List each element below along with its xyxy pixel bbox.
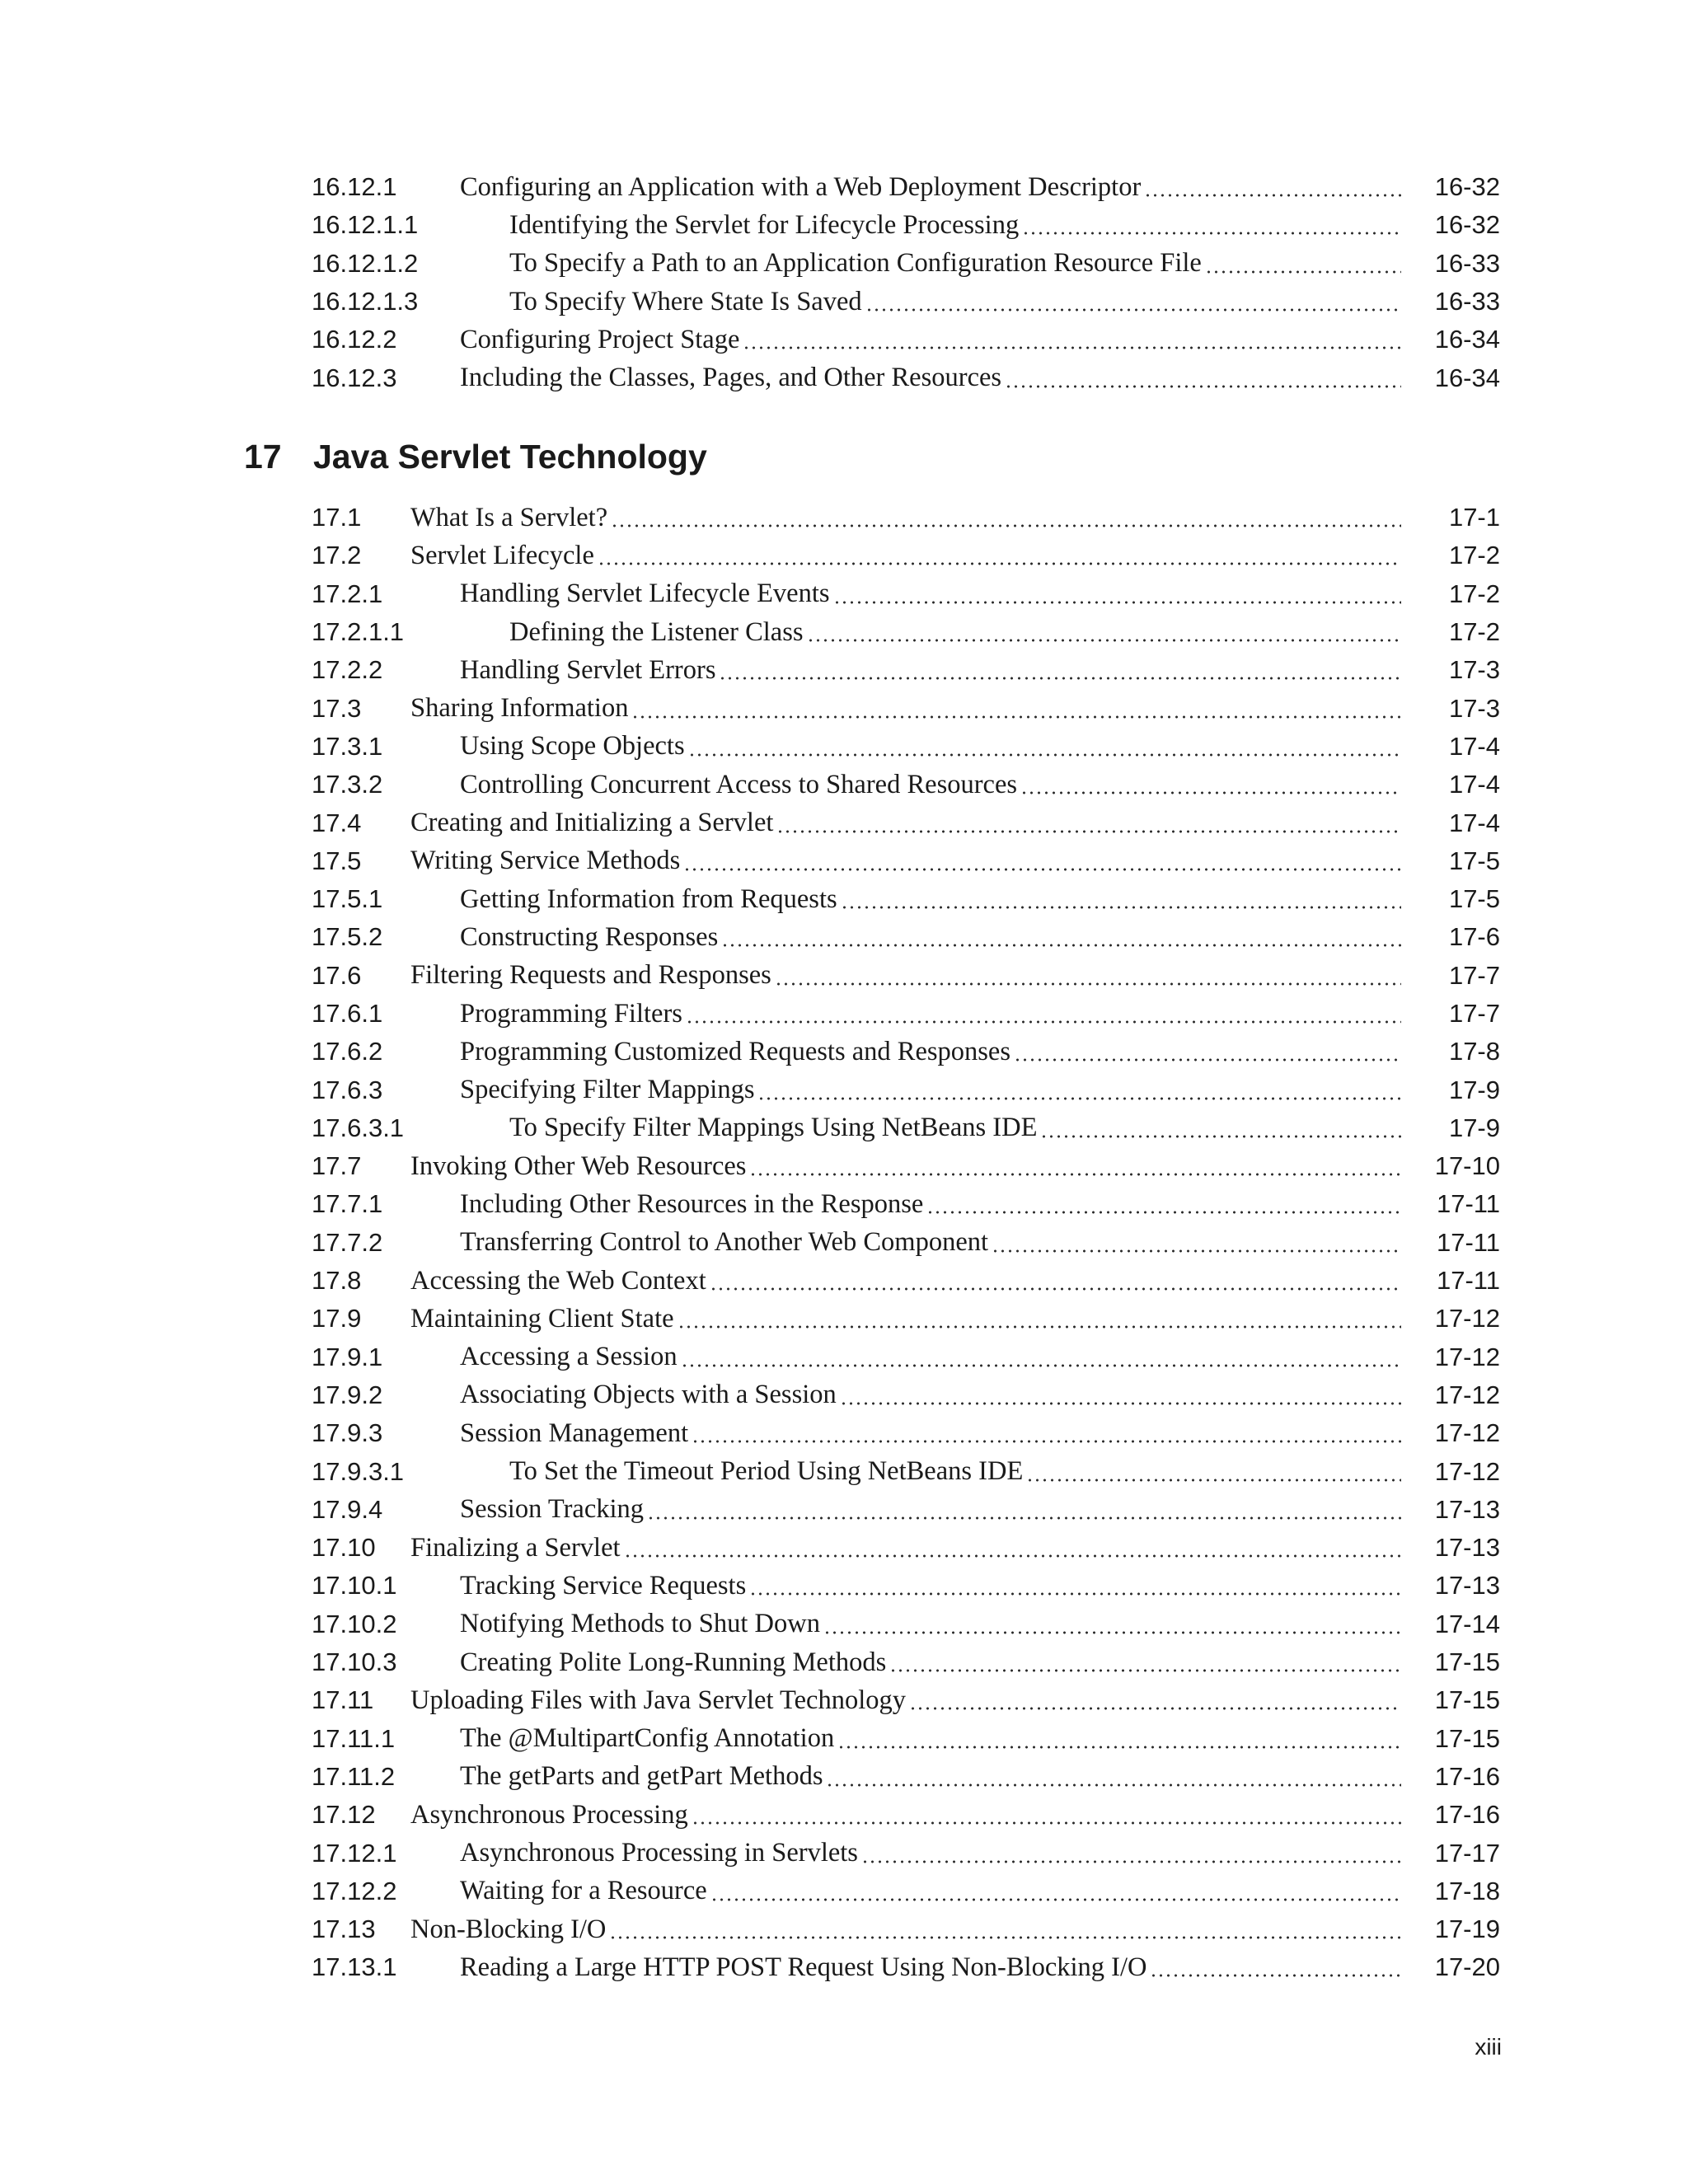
- toc-entry-page[interactable]: 17-15: [1434, 1647, 1500, 1677]
- dot-leader: [749, 1147, 1401, 1185]
- toc-entry-number: 17.9: [312, 1304, 362, 1333]
- toc-entry[interactable]: [312, 880, 1500, 918]
- dot-leader: [1020, 766, 1401, 804]
- toc-entry[interactable]: [312, 1758, 1500, 1796]
- toc-entry-page[interactable]: 17-5: [1448, 846, 1500, 875]
- toc-entry[interactable]: [312, 1338, 1500, 1376]
- toc-entry-page[interactable]: 17-6: [1448, 922, 1500, 952]
- toc-entry-number: 17.7.1: [312, 1189, 383, 1219]
- toc-entry-number: 17.2.1.1: [312, 617, 405, 647]
- toc-entry-page[interactable]: 17-19: [1434, 1915, 1500, 1944]
- toc-entry-title[interactable]: Associating Objects with a Session: [460, 1380, 837, 1410]
- toc-entry[interactable]: [312, 995, 1500, 1033]
- toc-entry[interactable]: [312, 1834, 1500, 1872]
- dot-leader: [688, 728, 1401, 766]
- toc-entry-title[interactable]: Handling Servlet Errors: [460, 654, 716, 685]
- toc-entry-page[interactable]: 17-10: [1434, 1151, 1500, 1181]
- toc-entry-body: [460, 1491, 1409, 1529]
- toc-entry-number: 16.12.2: [312, 325, 397, 354]
- toc-entry-title[interactable]: Sharing Information: [410, 693, 629, 724]
- toc-entry-body: [460, 1185, 1409, 1223]
- toc-entry-body: [509, 1109, 1409, 1147]
- dot-leader: [1150, 1948, 1401, 1986]
- dot-leader: [826, 1758, 1401, 1796]
- toc-entry-body: [460, 766, 1409, 804]
- toc-entry-page[interactable]: 17-7: [1448, 999, 1500, 1028]
- toc-entry-page[interactable]: 17-15: [1434, 1685, 1500, 1715]
- dot-leader: [837, 1720, 1401, 1758]
- toc-entry-page[interactable]: 17-11: [1437, 1227, 1500, 1257]
- toc-entry[interactable]: [312, 689, 1500, 727]
- toc-entry[interactable]: [312, 575, 1500, 613]
- toc-entry-page[interactable]: 17-1: [1448, 503, 1500, 532]
- toc-entry-page[interactable]: 17-12: [1434, 1342, 1500, 1371]
- toc-entry[interactable]: [312, 1262, 1500, 1300]
- toc-entry-number: 17.5.1: [312, 884, 383, 914]
- toc-entry-page[interactable]: 16-34: [1434, 325, 1500, 354]
- toc-entry-body: [460, 1033, 1409, 1071]
- toc-entry[interactable]: [312, 651, 1500, 689]
- chapter-heading: [244, 432, 707, 481]
- toc-entry-title[interactable]: To Set the Timeout Period Using NetBeans IDE: [509, 1456, 1024, 1487]
- toc-entry-title[interactable]: Servlet Lifecycle: [410, 540, 594, 570]
- toc-entry-number: 17.2: [312, 541, 362, 570]
- toc-entry-number: 16.12.1.3: [312, 287, 419, 316]
- toc-entry[interactable]: [312, 1452, 1500, 1490]
- toc-entry-number: 17.13: [312, 1915, 376, 1944]
- toc-entry[interactable]: [312, 1491, 1500, 1529]
- dot-leader: [889, 1643, 1401, 1681]
- toc-entry-title[interactable]: Identifying the Servlet for Lifecycle Processing: [509, 209, 1020, 240]
- toc-entry-number: 17.9.3: [312, 1418, 383, 1448]
- toc-entry-number: 17.10.1: [312, 1571, 397, 1601]
- toc-entry-page[interactable]: 17-17: [1434, 1838, 1500, 1868]
- toc-entry-page[interactable]: 17-4: [1448, 731, 1500, 761]
- toc-entry-page[interactable]: 17-8: [1448, 1037, 1500, 1066]
- toc-entry-number: 17.9.4: [312, 1494, 383, 1524]
- toc-entry-title[interactable]: Session Management: [460, 1418, 689, 1448]
- dot-leader: [775, 957, 1401, 995]
- toc-entry[interactable]: [312, 1720, 1500, 1758]
- toc-entry-body: [410, 1910, 1409, 1948]
- toc-entry-body: [410, 537, 1409, 574]
- toc-entry[interactable]: [312, 1414, 1500, 1452]
- dot-leader: [710, 1872, 1401, 1910]
- dot-leader: [1022, 206, 1401, 244]
- toc-entry-number: 17.4: [312, 808, 362, 837]
- toc-entry-page[interactable]: 17-4: [1448, 770, 1500, 799]
- toc-entry-title[interactable]: Including the Classes, Pages, and Other Resources: [460, 363, 1002, 393]
- toc-entry-body: [410, 1262, 1409, 1300]
- toc-entry-title[interactable]: To Specify Filter Mappings Using NetBeans IDE: [509, 1113, 1038, 1143]
- toc-entry-number: 17.13.1: [312, 1952, 397, 1982]
- dot-leader: [807, 613, 1401, 651]
- toc-entry-title[interactable]: Session Tracking: [460, 1494, 645, 1525]
- toc-entry-body: [460, 321, 1409, 359]
- toc-entry-body: [460, 880, 1409, 918]
- chapter-number: 17: [244, 437, 282, 476]
- toc-entry-page[interactable]: 17-4: [1448, 808, 1500, 837]
- toc-entry-body: [460, 1414, 1409, 1452]
- toc-entry[interactable]: [312, 957, 1500, 995]
- toc-entry-body: [460, 1071, 1409, 1108]
- toc-entry-title[interactable]: Configuring an Application with a Web Deployment Descriptor: [460, 171, 1142, 202]
- toc-entry-title[interactable]: The @MultipartConfig Annotation: [460, 1723, 835, 1754]
- toc-entry-number: 17.12.1: [312, 1838, 397, 1868]
- toc-entry-page[interactable]: 17-5: [1448, 884, 1500, 914]
- toc-entry-title[interactable]: Creating Polite Long-Running Methods: [460, 1647, 887, 1677]
- toc-entry[interactable]: [312, 1910, 1500, 1948]
- dot-leader: [611, 499, 1401, 537]
- dot-leader: [833, 575, 1401, 613]
- toc-entry[interactable]: [312, 1529, 1500, 1567]
- toc-entry-number: 17.9.1: [312, 1342, 383, 1371]
- toc-entry-title[interactable]: Accessing the Web Context: [410, 1265, 706, 1296]
- toc-entry-number: 17.6.2: [312, 1037, 383, 1066]
- dot-leader: [624, 1529, 1401, 1567]
- toc-entry[interactable]: [312, 1681, 1500, 1719]
- toc-entry-title[interactable]: Asynchronous Processing in Servlets: [460, 1838, 858, 1868]
- toc-entry-title[interactable]: Notifying Methods to Shut Down: [460, 1609, 820, 1639]
- toc-entry-title[interactable]: Maintaining Client State: [410, 1303, 674, 1333]
- toc-entry-number: 17.12.2: [312, 1876, 397, 1905]
- toc-entry-page[interactable]: 16-32: [1434, 172, 1500, 202]
- toc-entry-body: [460, 651, 1409, 689]
- toc-entry-title[interactable]: Constructing Responses: [460, 921, 719, 952]
- toc-entry-page[interactable]: 17-12: [1434, 1304, 1500, 1333]
- dot-leader: [1040, 1109, 1401, 1147]
- toc-entry-number: 17.7: [312, 1151, 362, 1181]
- toc-entry-body: [410, 1147, 1409, 1185]
- toc-entry[interactable]: [312, 168, 1500, 206]
- toc-entry[interactable]: [312, 804, 1500, 841]
- toc-entry-body: [460, 1834, 1409, 1872]
- toc-entry[interactable]: [312, 1300, 1500, 1338]
- toc-entry-number: 17.11: [312, 1685, 374, 1715]
- toc-entry-body: [410, 1796, 1409, 1834]
- toc-entry-title[interactable]: Waiting for a Resource: [460, 1876, 707, 1906]
- dot-leader: [681, 1338, 1401, 1376]
- toc-entry-number: 17.2.1: [312, 579, 383, 608]
- toc-entry-page[interactable]: 17-13: [1434, 1533, 1500, 1563]
- toc-entry-page[interactable]: 17-16: [1434, 1800, 1500, 1830]
- dot-leader: [1014, 1033, 1401, 1071]
- toc-entry-body: [460, 1567, 1409, 1605]
- toc-entry[interactable]: [312, 1376, 1500, 1414]
- toc-entry-page[interactable]: 17-12: [1434, 1418, 1500, 1448]
- toc-entry-title[interactable]: Writing Service Methods: [410, 846, 681, 876]
- toc-entry-number: 17.11.2: [312, 1761, 396, 1791]
- page-folio: xiii: [1475, 2034, 1502, 2060]
- toc-entry-body: [460, 359, 1409, 396]
- dot-leader: [678, 1300, 1401, 1338]
- toc-entry-page[interactable]: 17-2: [1448, 617, 1500, 647]
- toc-entry-number: 17.1: [312, 503, 362, 532]
- toc-entry-title[interactable]: Finalizing a Servlet: [410, 1532, 621, 1563]
- toc-entry-number: 17.10.3: [312, 1647, 397, 1677]
- toc-entry-page[interactable]: 16-34: [1434, 363, 1500, 392]
- toc-entry-body: [460, 575, 1409, 613]
- toc-entry-number: 17.6.1: [312, 999, 383, 1028]
- toc-entry-title[interactable]: Specifying Filter Mappings: [460, 1075, 755, 1105]
- toc-entry-page[interactable]: 17-16: [1434, 1761, 1500, 1791]
- dot-leader: [926, 1185, 1401, 1223]
- toc-entry-body: [410, 1300, 1409, 1338]
- toc-entry[interactable]: [312, 1948, 1500, 1986]
- toc-entry[interactable]: [312, 613, 1500, 651]
- toc-entry[interactable]: [312, 245, 1500, 283]
- toc-entry-page[interactable]: 17-12: [1434, 1380, 1500, 1409]
- toc-entry-title[interactable]: Programming Filters: [460, 998, 682, 1029]
- toc-entry-page[interactable]: 17-13: [1434, 1494, 1500, 1524]
- toc-entry-title[interactable]: Creating and Initializing a Servlet: [410, 808, 774, 838]
- toc-entry[interactable]: [312, 1872, 1500, 1910]
- toc-entry-body: [460, 1224, 1409, 1262]
- toc-entry-body: [460, 728, 1409, 766]
- toc-entry-number: 17.8: [312, 1266, 362, 1296]
- toc-entry-title[interactable]: Configuring Project Stage: [460, 324, 740, 354]
- dot-leader: [1005, 359, 1401, 396]
- dot-leader: [861, 1834, 1401, 1872]
- toc-entry-body: [509, 283, 1409, 321]
- toc-entry-body: [460, 1376, 1409, 1414]
- dot-leader: [992, 1224, 1401, 1262]
- toc-entry-page[interactable]: 17-2: [1448, 541, 1500, 570]
- toc-entry-title[interactable]: Tracking Service Requests: [460, 1570, 747, 1601]
- toc-entry-body: [460, 1605, 1409, 1643]
- toc-entry-page[interactable]: 17-18: [1434, 1876, 1500, 1905]
- toc-entry[interactable]: [312, 537, 1500, 574]
- toc-entry[interactable]: [312, 1567, 1500, 1605]
- toc-entry[interactable]: [312, 728, 1500, 766]
- toc-entry-body: [509, 245, 1409, 283]
- toc-entry-body: [460, 1338, 1409, 1376]
- toc-entry-number: 16.12.3: [312, 363, 397, 392]
- toc-entry-title[interactable]: Filtering Requests and Responses: [410, 960, 771, 991]
- toc-entry[interactable]: [312, 499, 1500, 537]
- toc-entry-page[interactable]: 17-13: [1434, 1571, 1500, 1601]
- toc-entry-body: [509, 1452, 1409, 1490]
- toc-entry-page[interactable]: 17-14: [1434, 1609, 1500, 1638]
- toc-entry-body: [410, 689, 1409, 727]
- toc-entry-title[interactable]: Uploading Files with Java Servlet Technology: [410, 1685, 906, 1715]
- dot-leader: [1026, 1452, 1401, 1490]
- dot-leader: [823, 1605, 1401, 1643]
- toc-entry-body: [460, 1872, 1409, 1910]
- dot-leader: [841, 880, 1401, 918]
- toc-entry-body: [460, 1643, 1409, 1681]
- toc-entry[interactable]: [312, 1109, 1500, 1147]
- toc-entry-body: [460, 1720, 1409, 1758]
- dot-leader: [776, 804, 1401, 841]
- dot-leader: [840, 1376, 1401, 1414]
- toc-entry-page[interactable]: 17-7: [1448, 960, 1500, 990]
- dot-leader: [1205, 245, 1401, 283]
- dot-leader: [598, 537, 1401, 574]
- toc-entry-body: [460, 918, 1409, 956]
- toc-entry-number: 17.2.2: [312, 655, 383, 685]
- toc-entry-title[interactable]: To Specify a Path to an Application Configuration Resource File: [509, 248, 1202, 279]
- toc-entry-body: [460, 995, 1409, 1033]
- toc-entry-page[interactable]: 17-12: [1434, 1456, 1500, 1486]
- toc-entry-page[interactable]: 16-32: [1434, 210, 1500, 240]
- toc-entry[interactable]: [312, 1147, 1500, 1185]
- toc-entry-number: 17.10.2: [312, 1609, 397, 1638]
- toc-entry-title[interactable]: Reading a Large HTTP POST Request Using Non-Blocking I/O: [460, 1952, 1147, 1982]
- toc-entry-number: 16.12.1.2: [312, 248, 419, 278]
- toc-entry-page[interactable]: 17-9: [1448, 1113, 1500, 1142]
- dot-leader: [1144, 168, 1401, 206]
- toc-entry[interactable]: [312, 206, 1500, 244]
- toc-entry-number: 17.3.2: [312, 770, 383, 799]
- dot-leader: [686, 995, 1401, 1033]
- toc-entry[interactable]: [312, 766, 1500, 804]
- toc-entry[interactable]: [312, 1071, 1500, 1108]
- dot-leader: [710, 1262, 1401, 1300]
- toc-chapter-section: [312, 499, 1500, 1987]
- toc-entry[interactable]: [312, 1643, 1500, 1681]
- toc-entry[interactable]: [312, 1796, 1500, 1834]
- toc-entry-number: 16.12.1.1: [312, 210, 419, 240]
- toc-entry-title[interactable]: Non-Blocking I/O: [410, 1914, 607, 1944]
- toc-entry-page[interactable]: 16-33: [1434, 248, 1500, 278]
- dot-leader: [749, 1567, 1401, 1605]
- toc-entry[interactable]: [312, 1033, 1500, 1071]
- toc-entry-number: 17.6: [312, 960, 362, 990]
- toc-entry-number: 17.12: [312, 1800, 376, 1830]
- dot-leader: [692, 1796, 1401, 1834]
- toc-entry-number: 17.3: [312, 693, 362, 723]
- toc-entry-title[interactable]: To Specify Where State Is Saved: [509, 286, 862, 316]
- toc-entry[interactable]: [312, 283, 1500, 321]
- toc-entry-title[interactable]: Handling Servlet Lifecycle Events: [460, 579, 830, 609]
- dot-leader: [647, 1491, 1401, 1529]
- chapter-title: Java Servlet Technology: [313, 437, 707, 476]
- dot-leader: [609, 1910, 1401, 1948]
- dot-leader: [865, 283, 1401, 321]
- toc-entry-body: [410, 499, 1409, 537]
- toc-entry-page[interactable]: 17-11: [1437, 1189, 1500, 1219]
- dot-leader: [721, 918, 1401, 956]
- toc-entry-title[interactable]: Invoking Other Web Resources: [410, 1151, 747, 1181]
- toc-entry-number: 17.6.3: [312, 1075, 383, 1104]
- toc-entry-body: [509, 206, 1409, 244]
- toc-entry[interactable]: [312, 842, 1500, 880]
- toc-entry-body: [460, 1948, 1409, 1986]
- toc-entry-number: 17.11.1: [312, 1723, 396, 1753]
- toc-entry-number: 17.5: [312, 846, 362, 875]
- toc-entry-title[interactable]: Defining the Listener Class: [509, 616, 804, 647]
- toc-entry-page[interactable]: 17-3: [1448, 693, 1500, 723]
- toc-entry-title[interactable]: Programming Customized Requests and Responses: [460, 1036, 1010, 1066]
- toc-entry[interactable]: [312, 1185, 1500, 1223]
- toc-entry-page[interactable]: 17-9: [1448, 1075, 1500, 1104]
- dot-leader: [631, 689, 1401, 727]
- dot-leader: [743, 321, 1401, 359]
- toc-entry-body: [509, 613, 1409, 651]
- toc-entry-body: [410, 1681, 1409, 1719]
- toc-entry[interactable]: [312, 359, 1500, 396]
- toc-entry-number: 17.9.3.1: [312, 1456, 405, 1486]
- dot-leader: [757, 1071, 1401, 1108]
- toc-entry-title[interactable]: What Is a Servlet?: [410, 502, 608, 532]
- toc-entry-page[interactable]: 17-11: [1437, 1266, 1500, 1296]
- toc-entry-number: 17.7.2: [312, 1227, 383, 1257]
- toc-entry-body: [410, 957, 1409, 995]
- toc-entry-title[interactable]: Controlling Concurrent Access to Shared Resources: [460, 769, 1018, 799]
- toc-entry-page[interactable]: 17-15: [1434, 1723, 1500, 1753]
- toc-entry-title[interactable]: Including Other Resources in the Response: [460, 1188, 924, 1219]
- toc-continued-section: [312, 168, 1500, 397]
- toc-entry-body: [460, 1758, 1409, 1796]
- toc-entry-number: 16.12.1: [312, 172, 397, 202]
- toc-entry-number: 17.5.2: [312, 922, 383, 952]
- toc-entry-title[interactable]: Using Scope Objects: [460, 731, 685, 762]
- dot-leader: [692, 1414, 1401, 1452]
- toc-entry-body: [460, 168, 1409, 206]
- toc-entry[interactable]: [312, 1224, 1500, 1262]
- toc-entry-page[interactable]: 17-2: [1448, 579, 1500, 608]
- toc-entry-page[interactable]: 17-20: [1434, 1952, 1500, 1982]
- toc-entry-number: 17.6.3.1: [312, 1113, 405, 1142]
- toc-entry[interactable]: [312, 918, 1500, 956]
- dot-leader: [683, 842, 1401, 880]
- toc-entry-body: [410, 804, 1409, 841]
- dot-leader: [719, 651, 1401, 689]
- toc-entry[interactable]: [312, 321, 1500, 359]
- toc-entry-page[interactable]: 16-33: [1434, 287, 1500, 316]
- toc-entry-title[interactable]: Accessing a Session: [460, 1342, 678, 1372]
- toc-entry-title[interactable]: Asynchronous Processing: [410, 1799, 688, 1830]
- toc-entry-number: 17.3.1: [312, 731, 383, 761]
- toc-entry[interactable]: [312, 1605, 1500, 1643]
- toc-entry-number: 17.9.2: [312, 1380, 383, 1409]
- toc-entry-body: [410, 1529, 1409, 1567]
- toc-entry-page[interactable]: 17-3: [1448, 655, 1500, 685]
- toc-entry-title[interactable]: The getParts and getPart Methods: [460, 1761, 823, 1792]
- toc-entry-number: 17.10: [312, 1533, 376, 1563]
- toc-entry-title[interactable]: Getting Information from Requests: [460, 883, 837, 914]
- dot-leader: [909, 1681, 1401, 1719]
- toc-entry-title[interactable]: Transferring Control to Another Web Component: [460, 1227, 989, 1258]
- toc-entry-body: [410, 842, 1409, 880]
